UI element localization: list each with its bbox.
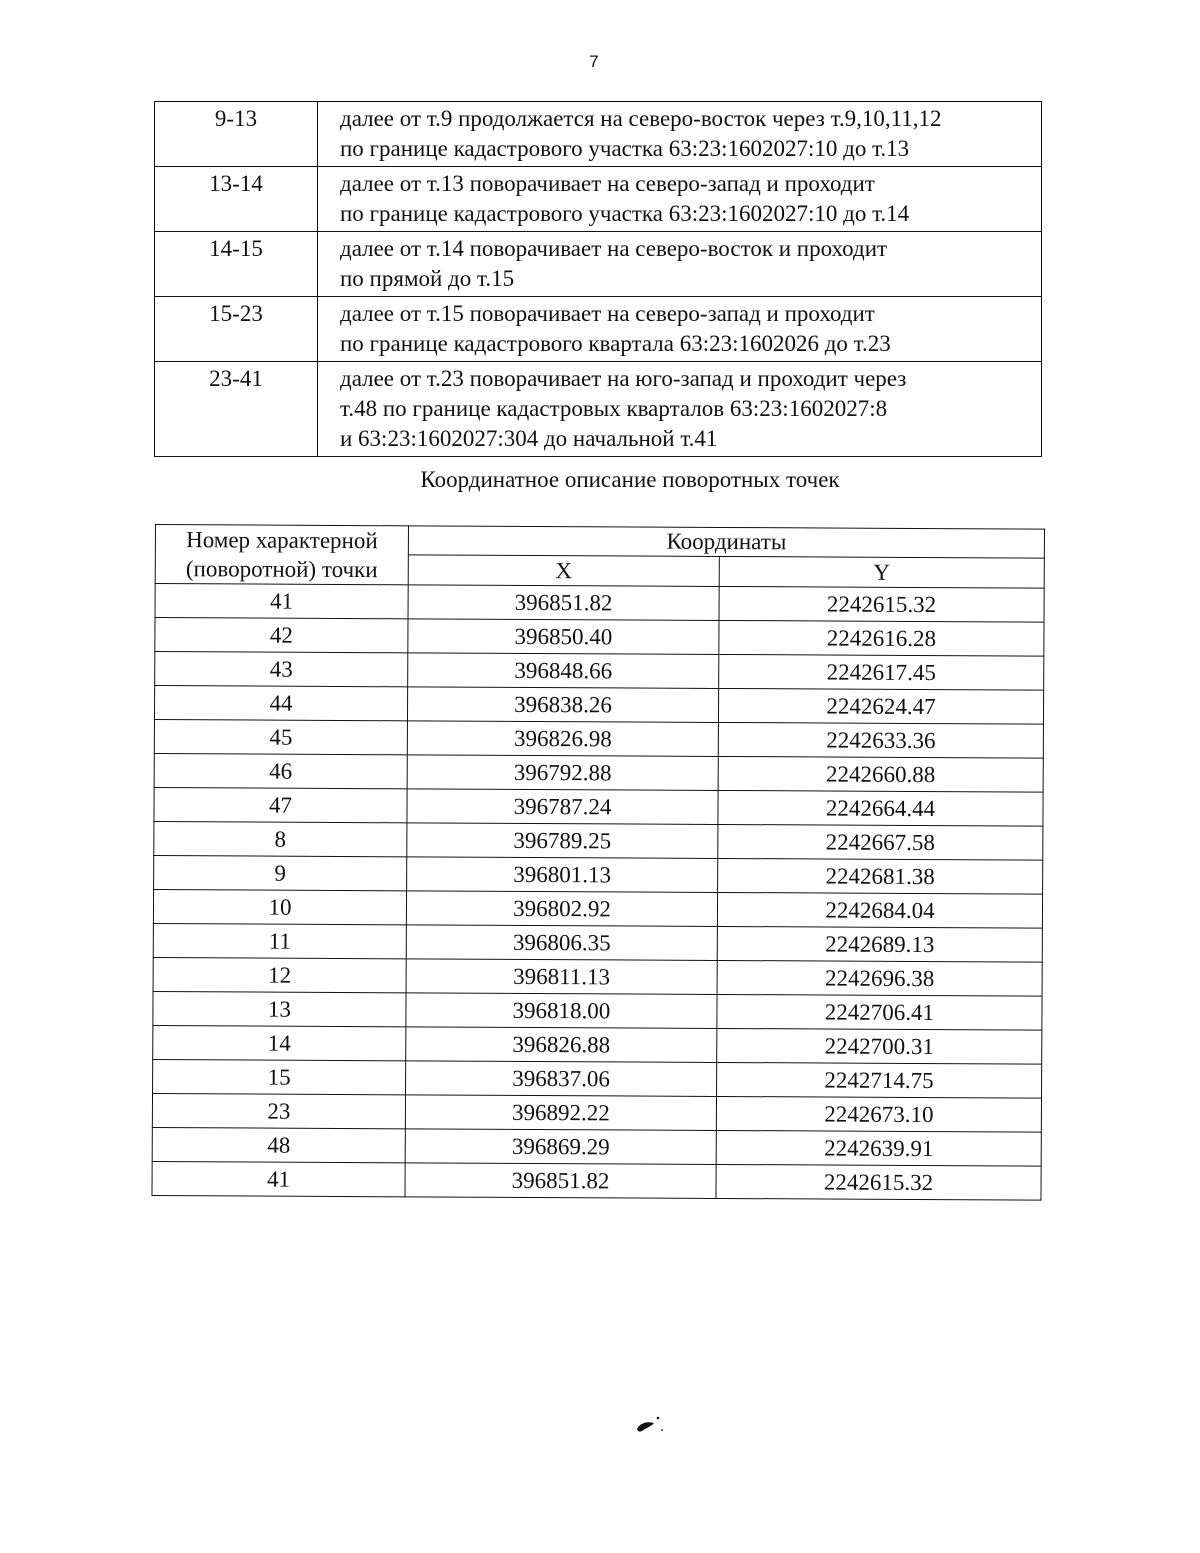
y-coordinate-cell: 2242700.31: [717, 1028, 1042, 1064]
x-coordinate-cell: 396789.25: [407, 823, 718, 859]
y-coordinate-cell: 2242615.32: [719, 586, 1044, 622]
point-number-cell: 12: [153, 957, 406, 992]
x-coordinate-cell: 396792.88: [407, 755, 718, 791]
description-line: далее от т.9 продолжается на северо-восток через т.9,10,11,12: [340, 106, 942, 131]
y-coordinate-cell: 2242667.58: [718, 824, 1043, 860]
description-line: по прямой до т.15: [340, 266, 515, 291]
x-coordinate-cell: 396869.29: [405, 1129, 716, 1165]
coordinate-row: [154, 855, 1043, 894]
y-coordinate-cell: 2242615.32: [716, 1164, 1041, 1200]
description-cell: [318, 297, 1042, 362]
coordinate-row: [153, 923, 1042, 962]
point-number-cell: 8: [154, 821, 407, 856]
point-number-cell: 41: [155, 584, 408, 619]
coordinates-header: Координаты: [408, 526, 1044, 558]
boundary-row: [155, 297, 1042, 362]
coordinate-row: [155, 652, 1044, 691]
description-line: далее от т.13 поворачивает на северо-запад и проходит: [340, 171, 875, 196]
point-number-cell: 42: [155, 618, 408, 653]
description-line: и 63:23:1602027:304 до начальной т.41: [340, 426, 718, 451]
description-line: по границе кадастрового участка 63:23:1602027:10 до т.13: [340, 136, 910, 161]
description-line: далее от т.23 поворачивает на юго-запад и проходит через: [340, 366, 907, 391]
point-number-cell: 44: [154, 686, 407, 721]
point-number-cell: 45: [154, 719, 407, 754]
coordinate-row: [152, 1093, 1041, 1132]
y-coordinate-cell: 2242633.36: [718, 722, 1043, 758]
y-coordinate-cell: 2242681.38: [718, 858, 1043, 894]
boundary-description-table: [154, 101, 1042, 457]
description-cell: [318, 232, 1042, 297]
segment-cell: 13-14: [155, 167, 318, 232]
description-cell: [318, 102, 1042, 167]
point-number-cell: 13: [153, 991, 406, 1026]
x-coordinate-cell: 396892.22: [405, 1095, 716, 1131]
segment-cell: 9-13: [155, 102, 318, 167]
y-coordinate-cell: 2242714.75: [717, 1062, 1042, 1098]
point-number-cell: 47: [154, 787, 407, 822]
point-number-cell: 10: [153, 889, 406, 924]
coordinate-row: [154, 686, 1043, 725]
y-coordinate-cell: 2242684.04: [717, 892, 1042, 928]
boundary-row: [155, 167, 1042, 232]
x-coordinate-cell: 396806.35: [406, 925, 717, 961]
x-coordinate-cell: 396851.82: [405, 1163, 716, 1199]
coordinate-row: [154, 753, 1043, 792]
page-number: 7: [589, 52, 599, 71]
boundary-row: [155, 362, 1042, 457]
y-header: Y: [719, 556, 1044, 588]
y-coordinate-cell: 2242689.13: [717, 926, 1042, 962]
y-coordinate-cell: 2242696.38: [717, 960, 1042, 996]
description-line: по границе кадастрового квартала 63:23:1602026 до т.23: [340, 331, 891, 356]
description-line: далее от т.15 поворачивает на северо-запад и проходит: [340, 301, 875, 326]
y-coordinate-cell: 2242664.44: [718, 790, 1043, 826]
y-coordinate-cell: 2242624.47: [718, 688, 1043, 724]
ink-mark: [634, 1412, 668, 1436]
description-cell: [318, 362, 1042, 457]
x-coordinate-cell: 396802.92: [406, 891, 717, 927]
segment-cell: 15-23: [155, 297, 318, 362]
boundary-row: [155, 232, 1042, 297]
coordinate-row: [154, 719, 1043, 758]
coordinate-row: [153, 991, 1042, 1030]
coordinate-row: [154, 787, 1043, 826]
point-number-cell: 23: [152, 1093, 405, 1128]
coordinates-section-title: Координатное описание поворотных точек: [420, 467, 840, 492]
y-coordinate-cell: 2242673.10: [716, 1096, 1041, 1132]
x-coordinate-cell: 396787.24: [407, 789, 718, 825]
coordinate-row: [155, 584, 1044, 623]
point-number-cell: 43: [155, 652, 408, 687]
description-line: по границе кадастрового участка 63:23:1602027:10 до т.14: [340, 201, 910, 226]
segment-cell: 23-41: [155, 362, 318, 457]
point-header-line: Номер характерной: [186, 527, 378, 554]
point-number-header: [155, 525, 408, 585]
y-coordinate-cell: 2242660.88: [718, 756, 1043, 792]
description-line: далее от т.14 поворачивает на северо-восток и проходит: [340, 236, 888, 261]
x-coordinate-cell: 396826.98: [407, 721, 718, 757]
x-coordinate-cell: 396848.66: [408, 653, 719, 689]
description-cell: [318, 167, 1042, 232]
coordinate-row: [153, 889, 1042, 928]
x-coordinate-cell: 396837.06: [406, 1061, 717, 1097]
y-coordinate-cell: 2242617.45: [719, 654, 1044, 690]
description-line: т.48 по границе кадастровых кварталов 63:23:1602027:8: [340, 396, 888, 421]
y-coordinate-cell: 2242639.91: [716, 1130, 1041, 1166]
x-header: X: [408, 555, 719, 587]
coordinate-row: [154, 821, 1043, 860]
coordinates-table: [151, 524, 1045, 1201]
boundary-row: [155, 102, 1042, 167]
x-coordinate-cell: 396851.82: [408, 585, 719, 621]
coordinate-row: [152, 1161, 1041, 1200]
point-number-cell: 9: [154, 855, 407, 890]
segment-cell: 14-15: [155, 232, 318, 297]
point-number-cell: 46: [154, 753, 407, 788]
coordinates-header-row: [155, 525, 1044, 559]
coordinate-row: [153, 957, 1042, 996]
point-number-cell: 15: [153, 1059, 406, 1094]
point-number-cell: 48: [152, 1127, 405, 1162]
point-number-cell: 14: [153, 1025, 406, 1060]
point-number-cell: 41: [152, 1161, 405, 1196]
coordinate-row: [153, 1059, 1042, 1098]
x-coordinate-cell: 396801.13: [407, 857, 718, 893]
coordinate-row: [153, 1025, 1042, 1064]
point-number-cell: 11: [153, 923, 406, 958]
coordinate-row: [155, 618, 1044, 657]
x-coordinate-cell: 396811.13: [406, 959, 717, 995]
y-coordinate-cell: 2242706.41: [717, 994, 1042, 1030]
coordinate-row: [152, 1127, 1041, 1166]
y-coordinate-cell: 2242616.28: [719, 620, 1044, 656]
x-coordinate-cell: 396838.26: [407, 687, 718, 723]
x-coordinate-cell: 396826.88: [406, 1027, 717, 1063]
point-header-line: (поворотной) точки: [185, 556, 378, 583]
x-coordinate-cell: 396818.00: [406, 993, 717, 1029]
x-coordinate-cell: 396850.40: [408, 619, 719, 655]
